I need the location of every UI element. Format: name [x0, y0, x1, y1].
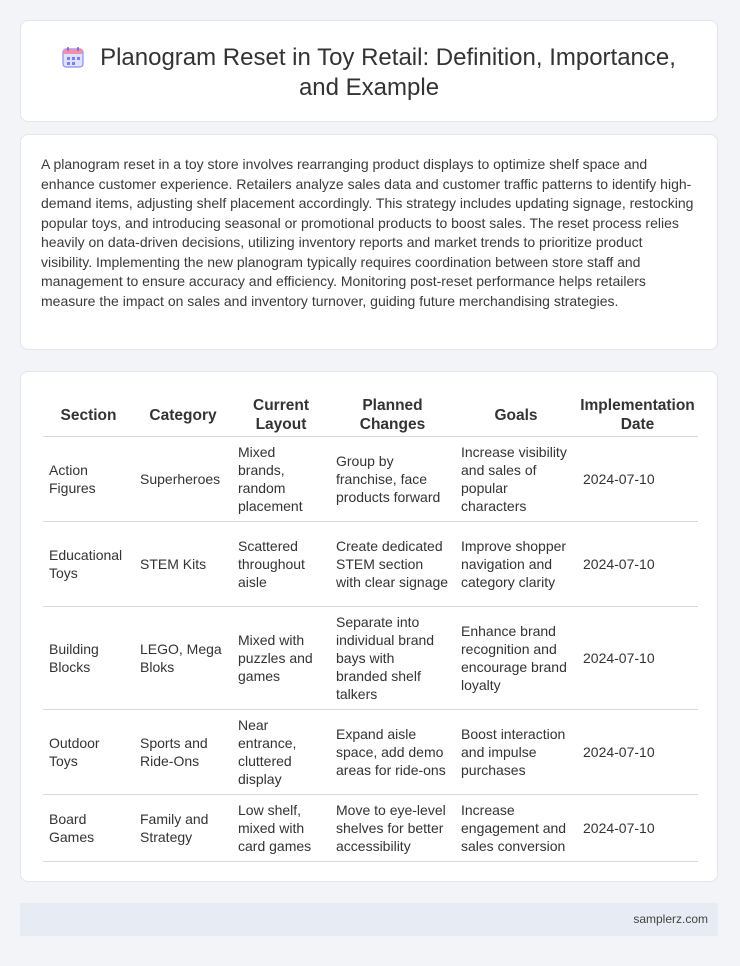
header-current-layout: Current Layout	[232, 394, 330, 437]
header-section: Section	[43, 394, 134, 437]
intro-card	[20, 134, 718, 350]
cell-section: Outdoor Toys	[43, 710, 134, 795]
table-card	[20, 371, 718, 882]
cell-date: 2024-07-10	[577, 607, 698, 710]
cell-planned-changes: Separate into individual brand bays with branded shelf talkers	[330, 607, 455, 710]
cell-date: 2024-07-10	[577, 522, 698, 607]
cell-date: 2024-07-10	[577, 795, 698, 862]
cell-section: Action Figures	[43, 437, 134, 522]
cell-planned-changes: Move to eye-level shelves for better accessibility	[330, 795, 455, 862]
cell-goals: Boost interaction and impulse purchases	[455, 710, 577, 795]
cell-planned-changes: Expand aisle space, add demo areas for ride-ons	[330, 710, 455, 795]
table-row	[43, 437, 698, 522]
cell-category: Family and Strategy	[134, 795, 232, 862]
cell-goals: Increase visibility and sales of popular characters	[455, 437, 577, 522]
cell-date: 2024-07-10	[577, 437, 698, 522]
cell-section: Educational Toys	[43, 522, 134, 607]
page-title	[21, 43, 717, 103]
cell-planned-changes: Group by franchise, face products forward	[330, 437, 455, 522]
cell-category: LEGO, Mega Bloks	[134, 607, 232, 710]
cell-current-layout: Mixed brands, random placement	[232, 437, 330, 522]
cell-current-layout: Mixed with puzzles and games	[232, 607, 330, 710]
cell-section: Board Games	[43, 795, 134, 862]
table-row	[43, 795, 698, 862]
header-implementation-date: Implementation Date	[577, 394, 698, 437]
cell-current-layout: Scattered throughout aisle	[232, 522, 330, 607]
table-header-row	[43, 394, 698, 437]
footer-bar	[20, 903, 718, 936]
cell-category: STEM Kits	[134, 522, 232, 607]
calendar-icon	[62, 46, 84, 68]
cell-category: Superheroes	[134, 437, 232, 522]
cell-category: Sports and Ride-Ons	[134, 710, 232, 795]
cell-goals: Enhance brand recognition and encourage brand loyalty	[455, 607, 577, 710]
intro-paragraph: A planogram reset in a toy store involves rearranging product displays to optimize shelf space and enhance customer experience. Retailers analyze sales data and customer traffic patterns to identify high-demand items, adjusting shelf placement accordingly. This strategy includes updating signage, restocking popular toys, and introducing seasonal or promotional products to boost sales. The reset process relies heavily on data-driven decisions, utilizing inventory reports and market trends to prioritize product visibility. Implementing the new planogram typically requires coordination between store staff and management to ensure accuracy and efficiency. Monitoring post-reset performance helps retailers measure the impact on sales and inventory turnover, guiding future merchandising strategies.	[41, 156, 694, 309]
header-goals: Goals	[455, 394, 577, 437]
title-card	[20, 20, 718, 122]
title-text: Planogram Reset in Toy Retail: Definition, Importance, and Example	[100, 44, 676, 101]
cell-date: 2024-07-10	[577, 710, 698, 795]
header-planned-changes: Planned Changes	[330, 394, 455, 437]
cell-current-layout: Low shelf, mixed with card games	[232, 795, 330, 862]
cell-goals: Increase engagement and sales conversion	[455, 795, 577, 862]
cell-goals: Improve shopper navigation and category clarity	[455, 522, 577, 607]
cell-section: Building Blocks	[43, 607, 134, 710]
header-category: Category	[134, 394, 232, 437]
table-row	[43, 607, 698, 710]
planogram-table	[43, 394, 698, 862]
table-row	[43, 522, 698, 607]
cell-planned-changes: Create dedicated STEM section with clear signage	[330, 522, 455, 607]
cell-current-layout: Near entrance, cluttered display	[232, 710, 330, 795]
footer-site-link[interactable]: samplerz.com	[633, 912, 708, 926]
table-row	[43, 710, 698, 795]
